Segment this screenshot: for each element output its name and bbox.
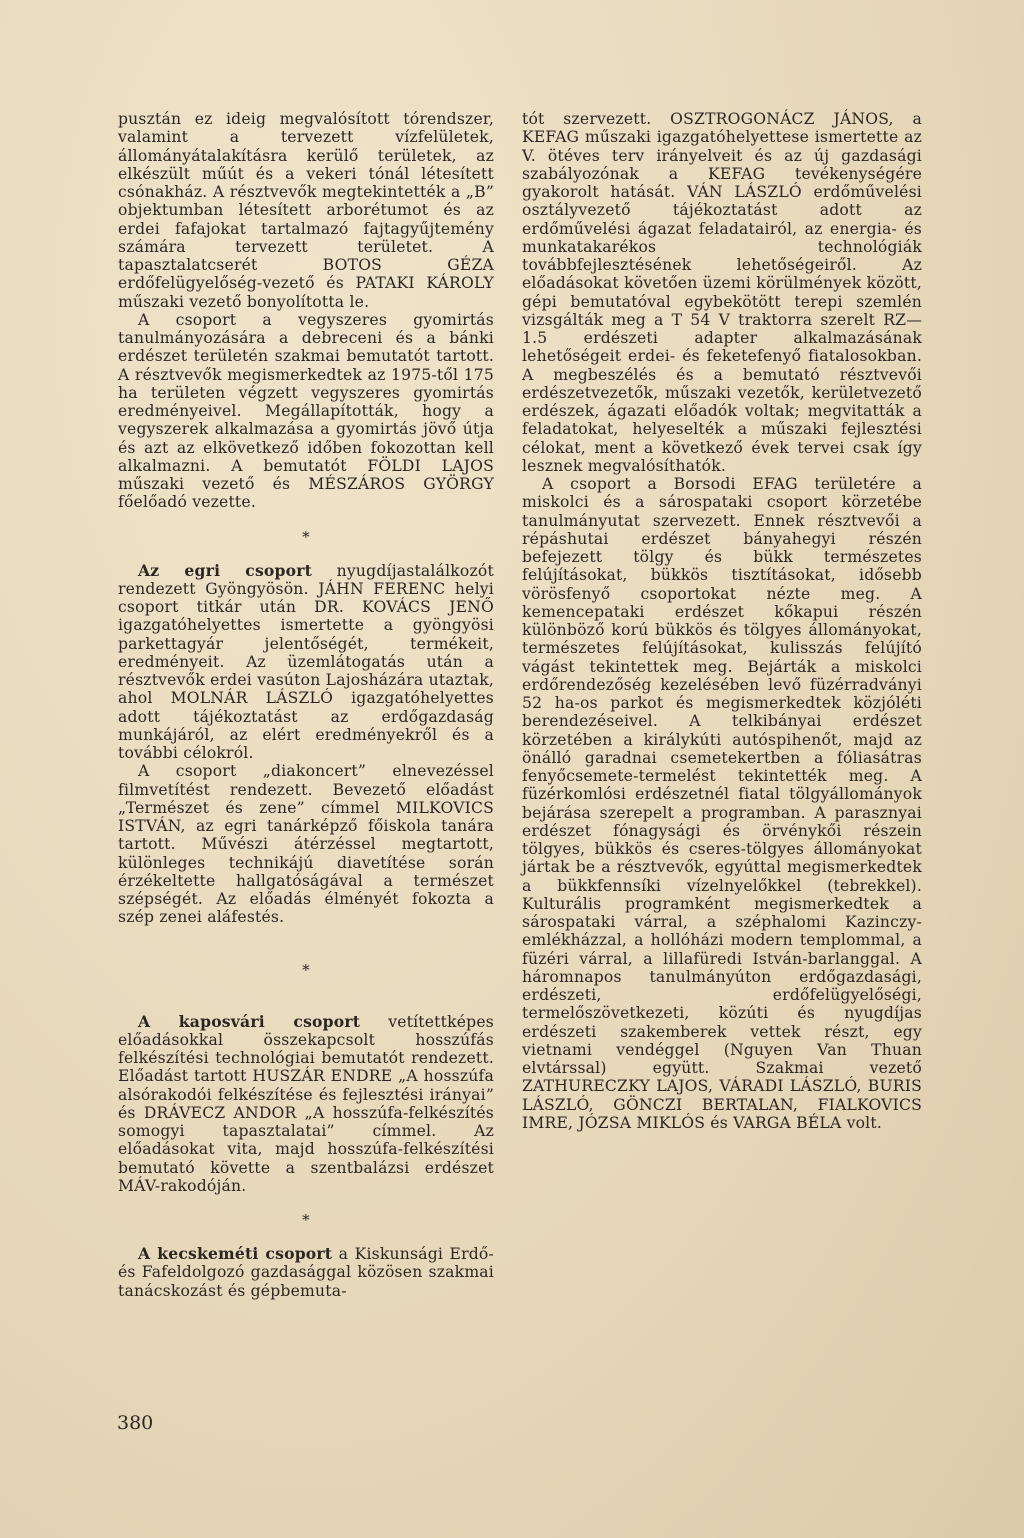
paragraph: A csoport „diakoncert” elnevezéssel filmvetítést rendezett. Bevezető előadást „Természet és zene” címmel MILKOVICS ISTVÁN, az egri tanárképző főiskola tanára tartott. Művészi átérzéssel megtartott, különleges technikájú diavetítése során érzékeltette hallgatóságával a természet szépségét. Az előadás élményét fokozta a szép zenei aláfestés. <box>118 762 494 927</box>
paragraph: A csoport a Borsodi EFAG területére a miskolci és a sárospataki csoport körzetébe tanulmányutat szervezett. Ennek résztvevői a répáshutai erdészet bányahegyi részén befejezett tölgy és bükk természetes felújításokat, bükkös tisztításokat, idősebb vörösfenyő csoportokat nézte meg. A kemencepataki erdészet kőkapui részén különböző korú bükkös és tölgyes állományokat, természetes felújításokat, kulisszás felújító vágást tekintettek meg. Bejárták a miskolci erdőrendezőség kezelésében levő füzérradványi 52 ha-os parkot és megismerkedtek közjóléti berendezéseivel. A telkibányai erdészet körzetében a királykúti autóspihenőt, majd az önálló garadnai csemetekertben a fóliasátras fenyőcsemete-termelést tekintették meg. A füzérkomlósi erdészetnél fiatal tölgyállományok bejárása szerepelt a programban. A parasznyai erdészet fónagysági és örvénykői részein tölgyes, bükkös és cseres-tölgyes állományokat jártak be a résztvevők, egyúttal megismerkedtek a bükkfennsíki vízelnyelőkkel (tebrekkel). Kulturális programként megismerkedtek a sárospataki várral, a széphalomi Kazinczy-emlékházzal, a hollóházi modern templommal, a füzéri várral, a lillafüredi István-barlanggal. A háromnapos tanulmányúton erdőgazdasági, erdészeti, erdőfelügyelőségi, termelőszövetkezeti, közúti és nyugdíjas erdészeti szakemberek vettek részt, egy vietnami vendéggel (Nguyen Van Thuan elvtárssal) együtt. Szakmai vezető ZATHURECZKY LAJOS, VÁRADI LÁSZLÓ, BURIS LÁSZLÓ, GÖNCZI BERTALAN, FIALKOVICS IMRE, JÓZSA MIKLÓS és VARGA BÉLA volt. <box>522 475 922 1132</box>
paragraph: tót szervezett. OSZTROGONÁCZ JÁNOS, a KEFAG műszaki igazgatóhelyettese ismertette az V. ötéves terv irányelveit és az új gazdasági szabályozónak a KEFAG tevékenységére gyakorolt hatását. VÁN LÁSZLÓ erdőművelési osztályvezető tájékoztatást adott az erdőművelési ágazat feladatairól, az energia- és munkatakarékos technológiák továbbfejlesztésének lehetőségeiről. Az előadásokat követően üzemi körülmények között, gépi bemutatóval egybekötött terepi szemlén vizsgálták meg a T 54 V traktorra szerelt RZ—1.5 erdészeti adapter alkalmazásának lehetőségeit erdei- és feketefenyő fiatalosokban. A megbeszélés és a bemutató résztvevői erdészetvezetők, műszaki vezetők, kerületvezető erdészek, ágazati előadók voltak; megvitatták a feladatokat, helyeselték a műszaki fejlesztési célokat, ment a következő évek tervei csak így lesznek megvalósíthatók. <box>522 110 922 475</box>
section-lead: A kecskeméti csoport <box>138 1244 333 1263</box>
section-lead: Az egri csoport <box>138 560 313 580</box>
section-paragraph-eger: Az egri csoport nyugdíjastalálkozót rendezett Gyöngyösön. JÁHN FERENC helyi csoport titkár után DR. KOVÁCS JENŐ igazgatóhelyettes ismertette a gyöngyösi parkettagyár jelentőségét, termékeit, eredményeit. Az üzemlátogatás után a résztvevők erdei vasúton Lajosházára utaztak, ahol MOLNÁR LÁSZLÓ igazgatóhelyettes adott tájékoztatást az erdőgazdaság munkájáról, az elért eredményekről és a további célokról. <box>118 560 494 762</box>
paragraph: A csoport a vegyszeres gyomirtás tanulmányozására a debreceni és a bánki erdészet területén szakmai bemutatót tartott. A résztvevők megismerkedtek az 1975-től 175 ha területen végzett vegyszeres gyomirtás eredményeivel. Megállapították, hogy a vegyszerek alkalmazása a gyomirtás jövő útja és azt az elkövetkező időben fokozottan kell alkalmazni. A bemutatót FÖLDI LAJOS műszaki vezető és MÉSZÁROS GYÖRGY főelőadó vezette. <box>118 310 494 512</box>
section-paragraph-kaposvar: A kaposvári csoport vetítettképes előadásokkal összekapcsolt hosszúfás felkészítési technológiai bemutatót rendezett. Előadást tartott HUSZÁR ENDRE „A hosszúfa alsórakodói felkészítése és fejlesztési irányai” és DRÁVECZ ANDOR „A hosszúfa-felkészítés somogyi tapasztalatai” címmel. Az előadásokat vita, majd hosszúfa-felkészítési bemutató követte a szentbalázsi erdészet MÁV-rakodóján. <box>118 1011 494 1195</box>
page-number: 380 <box>117 1412 154 1434</box>
section-separator: * <box>302 527 310 546</box>
left-column <box>118 110 494 1300</box>
right-column <box>522 110 922 1132</box>
section-separator: * <box>302 1211 310 1229</box>
section-separator: * <box>302 960 310 979</box>
section-paragraph-kecskemet: A kecskeméti csoport a Kiskunsági Erdő- és Fafeldolgozó gazdasággal közösen szakmai tanácskozást és gépbemuta- <box>118 1244 494 1300</box>
section-lead: A kaposvári csoport <box>138 1011 361 1031</box>
paragraph: pusztán ez ideig megvalósított tórendszer, valamint a tervezett vízfelületek, állományátalakításra kerülő területek, az elkészült műút és a vekeri tónál létesített csónakház. A résztvevők megtekintették a „B” objektumban létesített arborétumot és az erdei fafajokat tartalmazó fajtagyűjtemény számára tervezett területet. A tapasztalatcserét BOTOS GÉZA erdőfelügyelőség-vezető és PATAKI KÁROLY műszaki vezető bonyolította le. <box>118 110 494 311</box>
